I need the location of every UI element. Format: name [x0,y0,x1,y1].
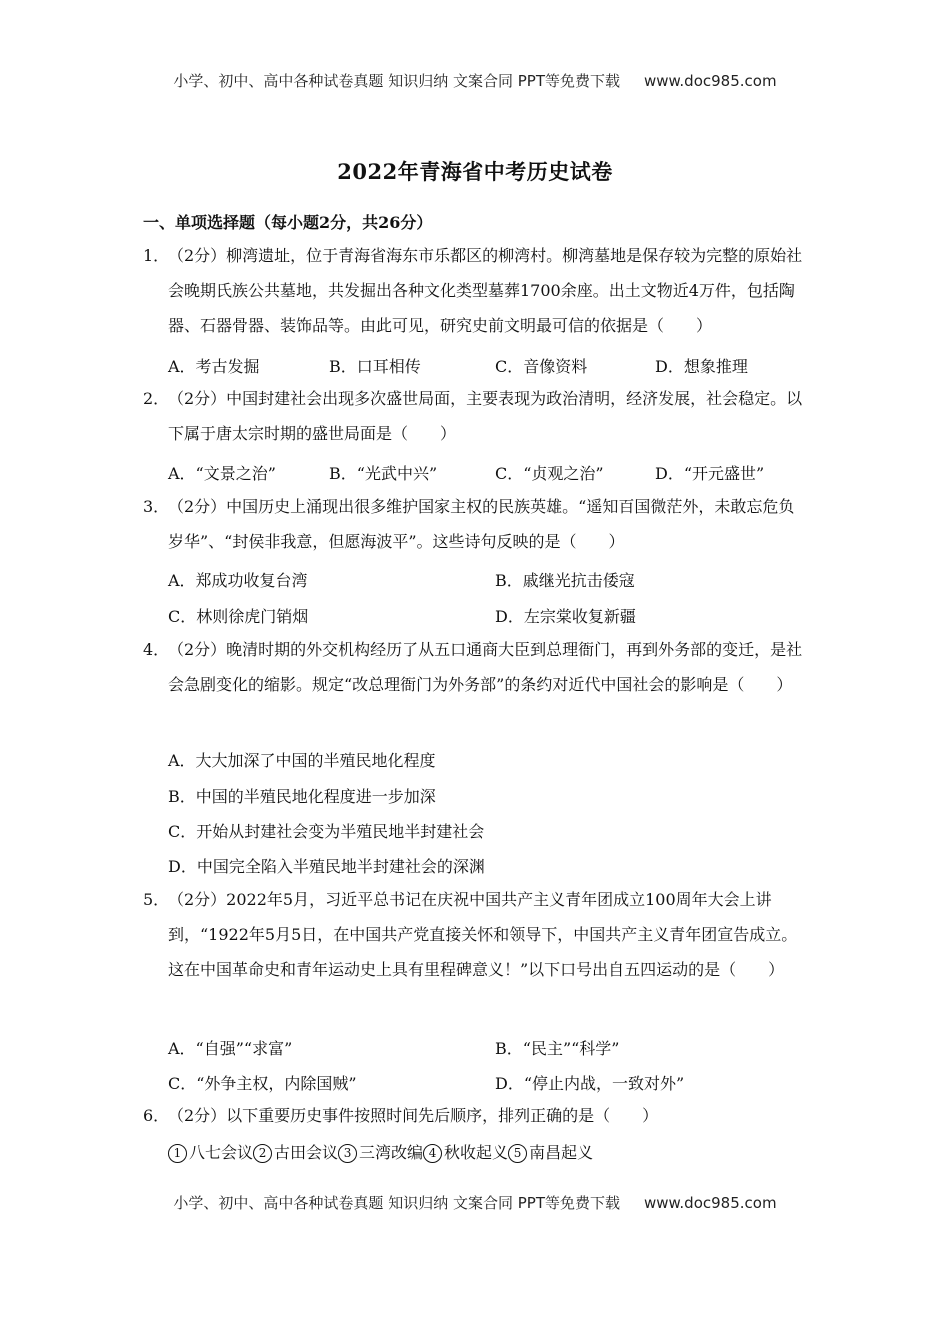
circled-number-5: 5 [508,1144,527,1163]
question-number: 2． [143,389,170,408]
option-c: C．音像资料 [495,357,588,376]
question-5 [143,882,808,987]
section-heading: 一、单项选择题（每小题2分，共26分） [143,213,433,232]
option-a: A．大大加深了中国的半殖民地化程度 [168,751,436,770]
question-6 [143,1098,808,1133]
question-stem: （2分）以下重要历史事件按照时间先后顺序，排列正确的是（ ） [168,1106,659,1125]
option-d: D．想象推理 [655,357,748,376]
question-4 [143,632,808,702]
question-1 [143,238,808,343]
option-a: A．“文景之治” [168,464,276,483]
question-3 [143,489,808,559]
option-c: C．林则徐虎门销烟 [168,607,309,626]
page-title: 2022年青海省中考历史试卷 [337,159,613,184]
option-d: D．左宗棠收复新疆 [495,607,636,626]
header-text: 小学、初中、高中各种试卷真题 知识归纳 文案合同 PPT等免费下载 [173,72,620,90]
question-number: 6． [143,1106,170,1125]
option-a: A．郑成功收复台湾 [168,571,308,590]
option-c: C．“贞观之治” [495,464,604,483]
question-number: 3． [143,497,170,516]
circled-number-4: 4 [423,1144,442,1163]
option-b: B．“民主”“科学” [495,1039,620,1058]
option-d: D．“开元盛世” [655,464,765,483]
question-stem: （2分）柳湾遗址，位于青海省海东市乐都区的柳湾村。柳湾墓地是保存较为完整的原始社会晚期氏族公共墓地，共发掘出各种文化类型墓葬1700余座。出土文物近4万件，包括陶器、石器骨器、装饰品等。由此可见，研究史前文明最可信的依据是（ ） [168,246,803,335]
event-item: 八七会议 [189,1143,254,1162]
question-stem: （2分）中国封建社会出现多次盛世局面，主要表现为政治清明，经济发展，社会稳定。以下属于唐太宗时期的盛世局面是（ ） [168,389,803,443]
question-number: 5． [143,890,170,909]
question-number: 1． [143,246,170,265]
option-a: A．“自强”“求富” [168,1039,293,1058]
circled-number-2: 2 [253,1144,272,1163]
page-footer [0,1192,950,1213]
circled-number-3: 3 [338,1144,357,1163]
option-b: B．口耳相传 [329,357,421,376]
event-item: 古田会议 [274,1143,339,1162]
option-b: B．戚继光抗击倭寇 [495,571,635,590]
event-item: 南昌起义 [529,1143,594,1162]
question-2 [143,381,808,451]
option-a: A．考古发掘 [168,357,260,376]
option-d: D．“停止内战，一致对外” [495,1074,685,1093]
option-c: C．开始从封建社会变为半殖民地半封建社会 [168,822,485,841]
question-stem: （2分）晚清时期的外交机构经历了从五口通商大臣到总理衙门，再到外务部的变迁，是社会急剧变化的缩影。规定“改总理衙门为外务部”的条约对近代中国社会的影响是（ ） [168,640,803,694]
footer-site-link[interactable]: www.doc985.com [643,1194,777,1212]
question-stem: （2分）2022年5月，习近平总书记在庆祝中国共产主义青年团成立100周年大会上讲到，“1922年5月5日，在中国共产党直接关怀和领导下，中国共产主义青年团宣告成立。这在中国革命史和青年运动史上具有里程碑意义！”以下口号出自五四运动的是（ ） [168,890,798,979]
option-d: D．中国完全陷入半殖民地半封建社会的深渊 [168,857,485,876]
circled-number-1: 1 [168,1144,187,1163]
event-item: 三湾改编 [359,1143,424,1162]
header-site-link[interactable]: www.doc985.com [643,72,777,90]
option-b: B．中国的半殖民地化程度进一步加深 [168,787,436,806]
event-item: 秋收起义 [444,1143,509,1162]
option-c: C．“外争主权，内除国贼” [168,1074,357,1093]
footer-text: 小学、初中、高中各种试卷真题 知识归纳 文案合同 PPT等免费下载 [173,1194,620,1212]
question-number: 4． [143,640,170,659]
question-stem: （2分）中国历史上涌现出很多维护国家主权的民族英雄。“遥知百国微茫外，未敢忘危负岁华”、“封侯非我意，但愿海波平”。这些诗句反映的是（ ） [168,497,795,551]
event-sequence [168,1140,593,1163]
page-header [0,70,950,91]
option-b: B．“光武中兴” [329,464,438,483]
